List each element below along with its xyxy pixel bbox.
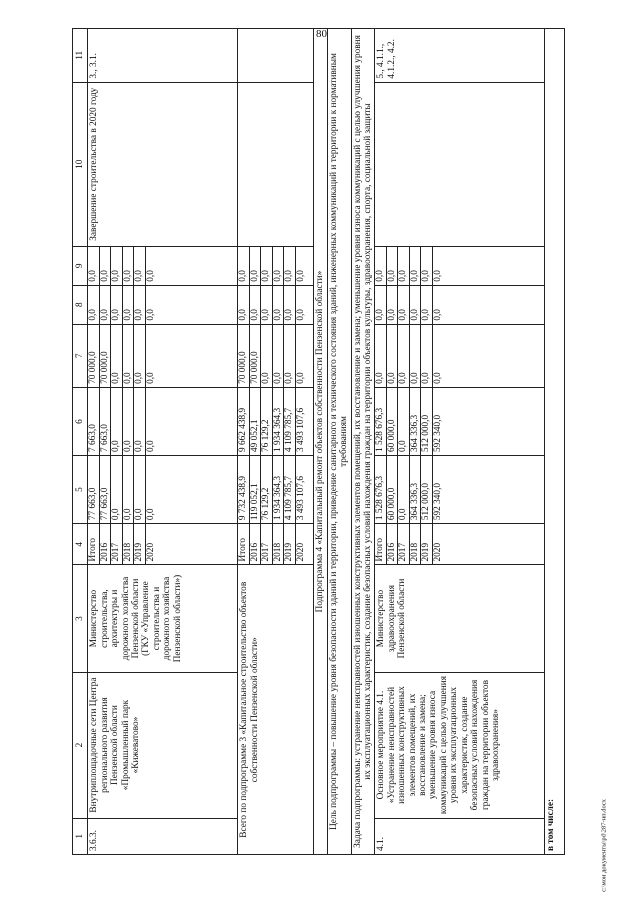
value-cell: 0,0 [238, 286, 250, 324]
value-cell: 0,0 [145, 508, 156, 521]
regional-budget [375, 387, 545, 455]
table-row [238, 29, 314, 855]
value-cell: 0,0 [123, 247, 135, 285]
budget-table [72, 28, 565, 855]
value-cell: 0,0 [134, 388, 146, 455]
value-cell: 70 000,0 [250, 325, 262, 387]
subprogram-goal: Цель подпрограммы – повышение уровня безопасности зданий и территории, приведение санитарного и технического состояния зданий, инженерных коммуникаций и территории к нормативным требованиям [327, 29, 351, 855]
footer-path: c:\мои документы\pd\287-нп.docx [600, 799, 608, 892]
year-list [375, 524, 545, 565]
value-cell: 364 336,3 [410, 388, 422, 455]
value-cell: 0,0 [375, 286, 387, 324]
value-cell: 0,0 [145, 440, 156, 453]
header-cell: 4 [73, 524, 88, 565]
table-row [545, 29, 565, 855]
subprogram-total-label: Всего по подпрограмме 3 «Капитальное строительство объектов собственности Пензенской области» [238, 565, 314, 855]
value-cell: 0,0 [421, 325, 433, 387]
footer [601, 790, 609, 900]
expected-result [375, 82, 545, 246]
value-cell: 0,0 [100, 247, 112, 285]
value-cell: 2019 [284, 524, 296, 564]
value-cell: 0,0 [145, 309, 156, 321]
header-cell: 5 [73, 456, 88, 524]
value-cell: 0,0 [238, 247, 250, 285]
value-cell: 0,0 [398, 325, 410, 387]
value-cell: 2019 [134, 524, 146, 564]
value-cell: 0,0 [284, 325, 296, 387]
value-cell: 0,0 [261, 286, 273, 324]
value-cell: 0,0 [273, 325, 285, 387]
executor: Министерство здравоохранения Пензенской области [375, 565, 545, 672]
indicator-links: 5., 4.1.1., 4.1.2., 4.2. [375, 29, 545, 83]
value-cell: 0,0 [398, 286, 410, 324]
total-funding [375, 456, 545, 524]
subprogram-title: Подпрограмма 4 «Капитальный ремонт объектов собственности Пензенской области» [314, 29, 327, 855]
value-cell: 0,0 [123, 325, 135, 387]
value-cell: 4 109 785,7 [284, 388, 296, 455]
indicator-links: 3., 3.1. [88, 29, 238, 83]
header-row [73, 29, 88, 855]
value-cell: 60 000,0 [387, 388, 399, 455]
value-cell: 7 663,0 [88, 388, 100, 455]
value-cell: 0,0 [88, 286, 100, 324]
value-cell: 0,0 [432, 372, 443, 384]
local-budget [375, 285, 545, 324]
regional-budget [238, 387, 314, 455]
header-cell: 7 [73, 324, 88, 387]
value-cell: 0,0 [111, 325, 123, 387]
header-cell: 3 [73, 565, 88, 672]
other-sources [238, 246, 314, 285]
value-cell: 592 340,0 [432, 414, 443, 453]
value-cell: 0,0 [100, 286, 112, 324]
other-sources [88, 246, 238, 285]
value-cell: 0,0 [111, 388, 123, 455]
value-cell: 49 052,1 [250, 388, 262, 455]
header-cell: 11 [73, 29, 88, 83]
page-number: 80 [316, 28, 327, 40]
value-cell: 0,0 [387, 247, 399, 285]
value-cell: 0,0 [295, 372, 306, 384]
value-cell: 0,0 [134, 247, 146, 285]
value-cell: 70 000,0 [100, 325, 112, 387]
budget-table-sheet [72, 28, 579, 855]
value-cell: 0,0 [387, 325, 399, 387]
value-cell: 1 934 364,3 [273, 456, 285, 523]
executor: Министерство строительства, архитектуры и дорожного хозяйства Пензенской области (ГКУ «Управление строительства и дорожного хозяйства Пензенской области») [88, 565, 238, 672]
year-list [88, 524, 238, 565]
local-budget [238, 285, 314, 324]
value-cell: 2020 [295, 542, 306, 562]
section-row [314, 29, 327, 855]
year-list [238, 524, 314, 565]
value-cell: 0,0 [88, 247, 100, 285]
value-cell: 0,0 [111, 456, 123, 523]
value-cell: 0,0 [295, 309, 306, 321]
value-cell: 0,0 [145, 270, 156, 282]
value-cell: 2016 [387, 524, 399, 564]
empty-cell [238, 29, 314, 83]
row-number: 4.1. [375, 818, 545, 854]
other-sources [375, 246, 545, 285]
table-row [88, 29, 238, 855]
value-cell: 0,0 [387, 286, 399, 324]
header-cell: 2 [73, 672, 88, 818]
value-cell: 9 662 438,9 [238, 388, 250, 455]
value-cell: 2018 [410, 524, 422, 564]
header-cell: 6 [73, 387, 88, 455]
value-cell: 2018 [273, 524, 285, 564]
value-cell: 364 336,3 [410, 456, 422, 523]
value-cell: 70 000,0 [238, 325, 250, 387]
section-row [351, 29, 375, 855]
value-cell: 2019 [421, 524, 433, 564]
value-cell: 0,0 [421, 247, 433, 285]
value-cell: 2020 [432, 542, 443, 562]
value-cell: 119 052,1 [250, 456, 262, 523]
total-funding [88, 456, 238, 524]
value-cell: 0,0 [432, 309, 443, 321]
value-cell: 0,0 [410, 286, 422, 324]
value-cell: 0,0 [421, 286, 433, 324]
value-cell: 512 000,0 [421, 456, 433, 523]
measure-name: Внутриплощадочные сети Центра регионального развития Пензенской области «Промышленный парк «Кижеватово» [88, 672, 238, 818]
row-number: 3.6.3. [88, 818, 238, 854]
value-cell: 1 934 364,3 [273, 388, 285, 455]
section-row [327, 29, 351, 855]
value-cell: 2017 [111, 524, 123, 564]
value-cell: 2016 [250, 524, 262, 564]
value-cell: 7 663,0 [100, 388, 112, 455]
federal-budget [238, 324, 314, 387]
expected-result: Завершение строительства в 2020 году [88, 82, 238, 246]
empty-cell [238, 82, 314, 246]
federal-budget [375, 324, 545, 387]
value-cell: 4 109 785,7 [284, 456, 296, 523]
federal-budget [88, 324, 238, 387]
value-cell: 76 129,2 [261, 388, 273, 455]
value-cell: 2017 [261, 524, 273, 564]
value-cell: Итого [88, 524, 100, 564]
measure-name: Основное мероприятие 4.1. «Устранение неисправностей изношенных конструктивных элементов помещений, их восстановление и замена; уменьшение уровня износа коммуникаций с целью улучшения уровня их эксплуатационных характеристик, создание безопасных условий нахождения граждан на территории объектов здравоохранения» [375, 672, 545, 818]
value-cell: 0,0 [410, 325, 422, 387]
header-cell: 1 [73, 818, 88, 854]
value-cell: 0,0 [111, 286, 123, 324]
value-cell: 512 000,0 [421, 388, 433, 455]
value-cell: 0,0 [410, 247, 422, 285]
value-cell: 0,0 [123, 456, 135, 523]
value-cell: 2016 [100, 524, 112, 564]
value-cell: 0,0 [261, 247, 273, 285]
value-cell: 0,0 [284, 286, 296, 324]
value-cell: 1 528 676,3 [375, 388, 387, 455]
value-cell: 0,0 [295, 270, 306, 282]
header-cell: 10 [73, 82, 88, 246]
value-cell: Итого [375, 524, 387, 564]
value-cell: 0,0 [134, 456, 146, 523]
value-cell: 0,0 [273, 247, 285, 285]
value-cell: 76 129,2 [261, 456, 273, 523]
value-cell: 0,0 [250, 286, 262, 324]
value-cell: 1 528 676,3 [375, 456, 387, 523]
value-cell: 0,0 [250, 247, 262, 285]
value-cell: 9 732 438,9 [238, 456, 250, 523]
local-budget [88, 285, 238, 324]
value-cell: 0,0 [375, 325, 387, 387]
value-cell: 0,0 [261, 325, 273, 387]
value-cell: 0,0 [123, 286, 135, 324]
value-cell: 60 000,0 [387, 456, 399, 523]
value-cell: 0,0 [123, 388, 135, 455]
total-funding [238, 456, 314, 524]
value-cell: 0,0 [284, 247, 296, 285]
value-cell: 77 663,0 [88, 456, 100, 523]
value-cell: 2017 [398, 524, 410, 564]
value-cell: 3 493 107,6 [295, 475, 306, 521]
value-cell: 0,0 [134, 325, 146, 387]
including-label: в том числе: [545, 29, 565, 855]
value-cell: 3 493 107,6 [295, 407, 306, 453]
subprogram-task: Задача подпрограммы: устранение неисправностей изношенных конструктивных элементов помещений, их восстановление и замена; уменьшение уровня износа коммуникаций с целью улучшения уровня их эксплуатационных характеристик, создание безопасных условий нахождения граждан на территории объектов культуры, здравоохранения, спорта, социальной защиты [351, 29, 375, 855]
value-cell: 77 663,0 [100, 456, 112, 523]
value-cell: 0,0 [398, 247, 410, 285]
value-cell: 2018 [123, 524, 135, 564]
value-cell: 0,0 [432, 270, 443, 282]
value-cell: Итого [238, 524, 250, 564]
value-cell: 2020 [145, 542, 156, 562]
regional-budget [88, 387, 238, 455]
value-cell: 0,0 [145, 372, 156, 384]
value-cell: 70 000,0 [88, 325, 100, 387]
value-cell: 0,0 [134, 286, 146, 324]
value-cell: 592 340,0 [432, 482, 443, 521]
value-cell: 0,0 [375, 247, 387, 285]
value-cell: 0,0 [398, 388, 410, 455]
value-cell: 0,0 [398, 456, 410, 523]
value-cell: 0,0 [111, 247, 123, 285]
value-cell: 0,0 [273, 286, 285, 324]
header-cell: 8 [73, 285, 88, 324]
header-cell: 9 [73, 246, 88, 285]
table-row [375, 29, 545, 855]
